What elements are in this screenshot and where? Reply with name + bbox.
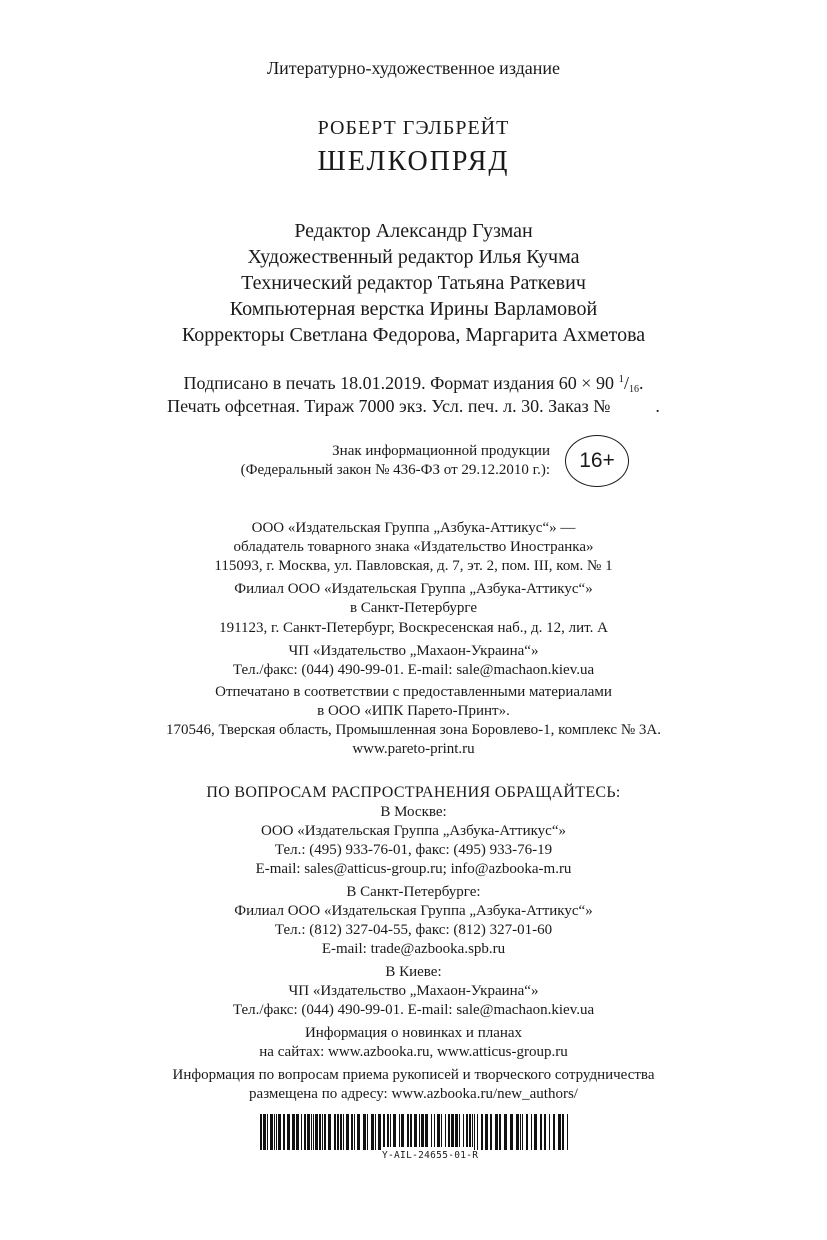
barcode-bar xyxy=(553,1114,555,1150)
barcode-bar xyxy=(431,1114,432,1147)
barcode-bar xyxy=(434,1114,435,1147)
format-fraction-denominator: 16 xyxy=(628,384,639,395)
barcode-bar xyxy=(477,1114,478,1150)
barcode-bar xyxy=(485,1114,488,1150)
barcode-bar xyxy=(504,1114,507,1150)
barcode-bar xyxy=(562,1114,564,1150)
barcode-label: Y-AIL-24655-01-R xyxy=(382,1150,479,1161)
publisher-line: 191123, г. Санкт-Петербург, Воскресенская наб., д. 12, лит. А xyxy=(219,620,608,636)
barcode-bar xyxy=(520,1114,521,1150)
barcode-bar xyxy=(567,1114,568,1150)
barcode-bar xyxy=(459,1114,460,1147)
barcode-bar xyxy=(328,1114,331,1150)
barcode-bar xyxy=(421,1114,424,1147)
distribution-line: В Санкт-Петербурге: xyxy=(346,884,481,900)
distribution-line: ЧП «Издательство „Махаон-Украина“» xyxy=(288,983,539,999)
barcode-bar xyxy=(445,1114,446,1147)
book-title: ШЕЛКОПРЯД xyxy=(317,146,510,177)
barcode-bar xyxy=(534,1114,537,1150)
barcode-bar xyxy=(307,1114,310,1150)
print-info-line-2: Печать офсетная. Тираж 7000 экз. Усл. печ. л. 30. Заказ № . xyxy=(167,396,660,416)
barcode-bar xyxy=(425,1114,428,1147)
barcode-bar xyxy=(311,1114,312,1150)
barcode-bar xyxy=(407,1114,409,1147)
author-name: РОБЕРТ ГЭЛБРЕЙТ xyxy=(317,117,510,139)
barcode-bar xyxy=(401,1114,404,1147)
barcode-bars xyxy=(258,1114,570,1150)
barcode-bar xyxy=(472,1114,473,1147)
publisher-line: 115093, г. Москва, ул. Павловская, д. 7, эт. 2, пом. III, ком. № 1 xyxy=(214,558,613,574)
barcode-bar xyxy=(522,1114,523,1150)
barcode-bar xyxy=(367,1114,368,1150)
barcode-bar xyxy=(419,1114,420,1147)
distribution-line: ООО «Издательская Группа „Азбука-Аттикус“» xyxy=(261,823,566,839)
barcode-bar xyxy=(387,1114,389,1147)
barcode-bar xyxy=(393,1114,396,1147)
distribution-line: В Москве: xyxy=(380,804,447,820)
distribution-line: на сайтах: www.azbooka.ru, www.atticus-group.ru xyxy=(259,1044,568,1060)
credit-line: Компьютерная верстка Ирины Варламовой xyxy=(229,298,598,320)
publisher-line: Тел./факс: (044) 490-99-01. E-mail: sale@machaon.kiev.ua xyxy=(232,662,595,678)
publisher-line: ООО «Издательская Группа „Азбука-Аттикус“» — xyxy=(251,520,576,536)
barcode-bar xyxy=(499,1114,501,1150)
age-sign-label-1: Знак информационной продукции xyxy=(332,443,550,459)
barcode-bar xyxy=(313,1114,314,1150)
barcode-bar xyxy=(414,1114,417,1147)
distribution-line: Тел.: (812) 327-04-55, факс: (812) 327-01-60 xyxy=(274,922,553,938)
print-format-text: Подписано в печать 18.01.2019. Формат издания 60 × 90 xyxy=(183,373,614,393)
barcode-bar xyxy=(301,1114,302,1150)
barcode-bar xyxy=(474,1114,475,1150)
distribution-line: размещена по адресу: www.azbooka.ru/new_authors/ xyxy=(249,1086,578,1102)
barcode-bar xyxy=(283,1114,285,1150)
barcode-bar xyxy=(544,1114,546,1150)
barcode-bar xyxy=(334,1114,336,1150)
publisher-line: www.pareto-print.ru xyxy=(352,741,475,757)
credit-line: Редактор Александр Гузман xyxy=(294,220,533,242)
barcode-bar xyxy=(378,1114,381,1150)
barcode-bar xyxy=(296,1114,299,1150)
distribution-line: E-mail: sales@atticus-group.ru; info@azbooka-m.ru xyxy=(255,861,572,877)
distribution-line: E-mail: trade@azbooka.spb.ru xyxy=(321,941,506,957)
print-info-line-1: Подписано в печать 18.01.2019. Формат издания 60 × 90 $^1/_{16}$. xyxy=(183,373,644,395)
barcode-bar xyxy=(531,1114,532,1150)
barcode-bar xyxy=(292,1114,295,1150)
publisher-line: в Санкт-Петербурге xyxy=(349,600,478,616)
barcode-bar xyxy=(490,1114,492,1150)
barcode-bar xyxy=(375,1114,376,1150)
distribution-line: Тел./факс: (044) 490-99-01. E-mail: sale@machaon.kiev.ua xyxy=(232,1002,595,1018)
publisher-line: Отпечатано в соответствии с предоставленными материалами xyxy=(215,684,612,700)
publisher-line: в ООО «ИПК Парето-Принт». xyxy=(317,703,510,719)
barcode-bar xyxy=(441,1114,442,1147)
barcode-bar xyxy=(337,1114,339,1150)
barcode-bar xyxy=(270,1114,273,1150)
publisher-line: 170546, Тверская область, Промышленная зона Боровлево-1, комплекс № 3А. xyxy=(166,722,661,738)
barcode xyxy=(258,1114,570,1164)
barcode-bar xyxy=(451,1114,454,1147)
barcode-bar xyxy=(324,1114,326,1150)
print-format-end: . xyxy=(638,373,644,393)
barcode-bar xyxy=(390,1114,391,1147)
barcode-bar xyxy=(540,1114,542,1150)
barcode-bar xyxy=(510,1114,513,1150)
barcode-bar xyxy=(495,1114,498,1150)
barcode-bar xyxy=(274,1114,275,1150)
barcode-bar xyxy=(343,1114,344,1150)
barcode-bar xyxy=(319,1114,321,1150)
barcode-bar xyxy=(481,1114,483,1150)
barcode-bar xyxy=(357,1114,360,1150)
barcode-bar xyxy=(437,1114,440,1147)
barcode-bar xyxy=(448,1114,450,1147)
credit-line: Художественный редактор Илья Кучма xyxy=(247,246,580,268)
credit-line: Технический редактор Татьяна Раткевич xyxy=(241,272,586,294)
barcode-bar xyxy=(346,1114,349,1150)
format-fraction-numerator: 1 xyxy=(618,373,624,385)
barcode-bar xyxy=(315,1114,318,1150)
distribution-heading: ПО ВОПРОСАМ РАСПРОСТРАНЕНИЯ ОБРАЩАЙТЕСЬ: xyxy=(206,784,621,801)
barcode-bar xyxy=(354,1114,355,1150)
barcode-bar xyxy=(399,1114,400,1147)
barcode-bar xyxy=(516,1114,519,1150)
barcode-bar xyxy=(469,1114,471,1147)
publisher-line: ЧП «Издательство „Махаон-Украина“» xyxy=(288,643,539,659)
barcode-bar xyxy=(351,1114,353,1150)
barcode-bar xyxy=(276,1114,277,1150)
age-sign-label-2: (Федеральный закон № 436-ФЗ от 29.12.2010 г.): xyxy=(240,462,550,478)
barcode-bar xyxy=(383,1114,385,1147)
credit-line: Корректоры Светлана Федорова, Маргарита Ахметова xyxy=(181,324,646,346)
age-rating-badge: 16+ xyxy=(565,435,629,487)
barcode-bar xyxy=(466,1114,468,1147)
barcode-bar xyxy=(267,1114,268,1150)
barcode-bar xyxy=(463,1114,464,1147)
publisher-line: Филиал ООО «Издательская Группа „Азбука-Аттикус“» xyxy=(234,581,593,597)
barcode-bar xyxy=(263,1114,266,1150)
distribution-line: Информация о новинках и планах xyxy=(304,1025,523,1041)
barcode-bar xyxy=(287,1114,290,1150)
barcode-bar xyxy=(260,1114,262,1150)
barcode-bar xyxy=(455,1114,458,1147)
barcode-bar xyxy=(526,1114,528,1150)
distribution-line: Филиал ООО «Издательская Группа „Азбука-Аттикус“» xyxy=(234,903,593,919)
barcode-bar xyxy=(410,1114,412,1147)
distribution-line: Тел.: (495) 933-76-01, факс: (495) 933-76-19 xyxy=(274,842,553,858)
barcode-bar xyxy=(558,1114,561,1150)
barcode-bar xyxy=(363,1114,366,1150)
distribution-line: В Киеве: xyxy=(385,964,442,980)
barcode-bar xyxy=(278,1114,281,1150)
barcode-bar xyxy=(549,1114,550,1150)
distribution-line: Информация по вопросам приема рукописей и творческого сотрудничества xyxy=(172,1067,655,1083)
publisher-line: обладатель товарного знака «Издательство Иностранка» xyxy=(233,539,594,555)
barcode-bar xyxy=(322,1114,323,1150)
barcode-bar xyxy=(371,1114,374,1150)
edition-type: Литературно-художественное издание xyxy=(266,58,561,78)
barcode-bar xyxy=(340,1114,342,1150)
barcode-bar xyxy=(304,1114,306,1150)
